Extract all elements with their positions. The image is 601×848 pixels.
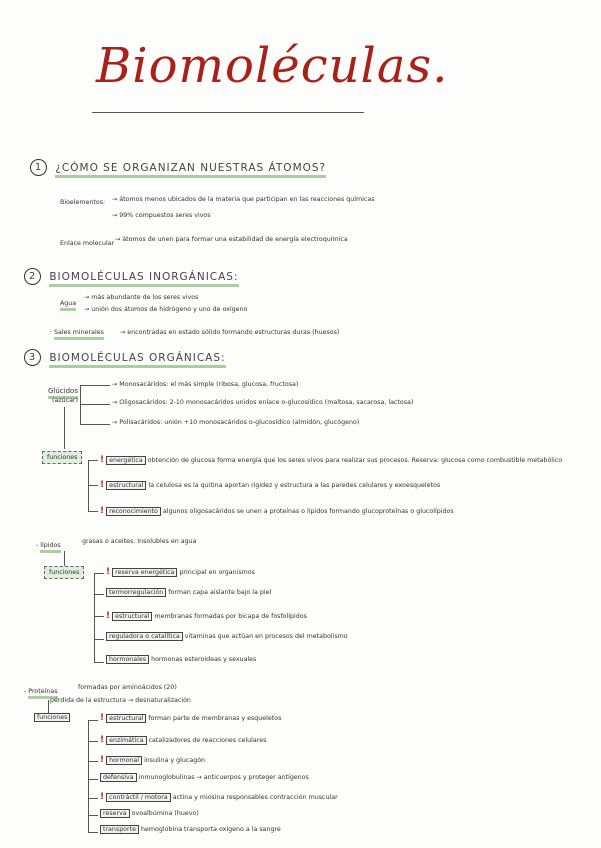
bioelementos-text-2: → 99% compuestos seres vivos xyxy=(112,212,211,219)
agua-text-1: → más abundante de los seres vivos xyxy=(84,294,199,301)
proteinas-func-6: reserva ovoalbúmina (huevo) xyxy=(100,810,199,817)
proteinas-func-7: transporte hemoglobina transporta oxígeno a la sangre xyxy=(100,826,281,833)
proteinas-func-1: ! estructural forman parte de membranas y esqueletos xyxy=(100,713,282,723)
section-2-heading xyxy=(24,268,239,285)
sales-label: · Sales minerales xyxy=(50,329,104,336)
proteinas-func-3: ! hormonal insulina y glucagón xyxy=(100,755,206,765)
agua-text-2: → unión dos átomos de hidrógeno y uno de oxígeno xyxy=(84,306,248,313)
glucidos-type-1: → Monosacáridos: el más simple (ribosa, glucosa, fructosa) xyxy=(112,381,299,388)
glucidos-label: Glúcidos xyxy=(48,387,78,395)
proteinas-funciones-label: funciones xyxy=(34,714,70,721)
lipidos-func-3: ! estructural membranas formadas por bicapa de fosfolípidos xyxy=(106,611,307,621)
page-title: Biomoléculas. xyxy=(96,38,449,94)
lipidos-text: grasas o aceites. Insolubles en agua xyxy=(82,538,197,545)
section-number: 2 xyxy=(24,268,41,285)
glucidos-funciones-label: funciones xyxy=(42,451,82,464)
proteinas-func-4: defensiva inmunoglobulinas → anticuerpos y proteger antígenos xyxy=(100,774,309,781)
proteinas-func-5: ! contráctil / motora actina y miosina responsables contracción muscular xyxy=(100,792,338,802)
section-3-heading xyxy=(24,349,226,366)
sales-text: → encontradas en estado sólido formando estructuras duras (huesos) xyxy=(120,329,340,336)
lipidos-funciones-label: funciones xyxy=(44,566,84,579)
lipidos-func-5: hormonales hormonas esteroideas y sexuales xyxy=(106,656,256,663)
proteinas-text-2: pérdida de la estructura → desnaturalización xyxy=(50,697,191,704)
enlace-text: → átomos de unen para formar una estabilidad de energía electroquímica xyxy=(115,236,348,243)
lipidos-func-4: reguladora o catalítica vitaminas que actúan en procesos del metabolismo xyxy=(106,633,348,640)
glucidos-func-3: ! reconocimiento algunos oligosacáridos se unen a proteínas o lípidos formando glucoproteínas o glucolípidos xyxy=(100,506,454,516)
section-title: ¿CÓMO SE ORGANIZAN NUESTRAS ÁTOMOS? xyxy=(55,162,326,178)
agua-label: Agua xyxy=(60,300,76,307)
section-1-heading xyxy=(30,159,326,176)
bioelementos-text-1: → átomos menos ubicados de la materia que participan en las reacciones químicas xyxy=(112,196,375,203)
glucidos-type-3: → Polisacáridos: unión +10 monosacáridos o-glucosídico (almidón, glucógeno) xyxy=(112,419,360,426)
section-number: 3 xyxy=(24,349,41,366)
proteinas-text-1: formadas por aminoácidos (20) xyxy=(78,684,177,691)
glucidos-func-2: ! estructural la celulosa es la quitina aportan rigidez y estructura a las paredes celulares y exoesqueletos xyxy=(100,480,441,490)
glucidos-type-2: → Oligosacáridos: 2-10 monosacáridos unidos enlace o-glucosídico (maltosa, sacarosa, lactosa) xyxy=(112,399,414,406)
title-underline xyxy=(92,112,364,113)
proteinas-label: - Proteínas xyxy=(24,688,58,695)
enlace-label: Enlace molecular xyxy=(60,240,115,247)
section-title: BIOMOLÉCULAS INORGÁNICAS: xyxy=(49,271,238,287)
section-number: 1 xyxy=(30,159,47,176)
lipidos-func-1: ! reserva energética principal en organismos xyxy=(106,567,255,577)
bioelementos-label: Bioelementos: xyxy=(60,199,106,206)
lipidos-label: - lípidos xyxy=(36,542,61,549)
lipidos-func-2: termorregulación forman capa aislante bajo la piel xyxy=(106,589,271,596)
section-title: BIOMOLÉCULAS ORGÁNICAS: xyxy=(49,352,225,368)
glucidos-sub: (azúcar) xyxy=(52,397,78,404)
glucidos-func-1: ! energética obtención de glucosa forma energía que los seres vivos para realizar sus procesos. Reserva: glucosa como combustible metabólico xyxy=(100,455,563,465)
proteinas-func-2: ! enzimática catalizadores de reacciones celulares xyxy=(100,735,267,745)
